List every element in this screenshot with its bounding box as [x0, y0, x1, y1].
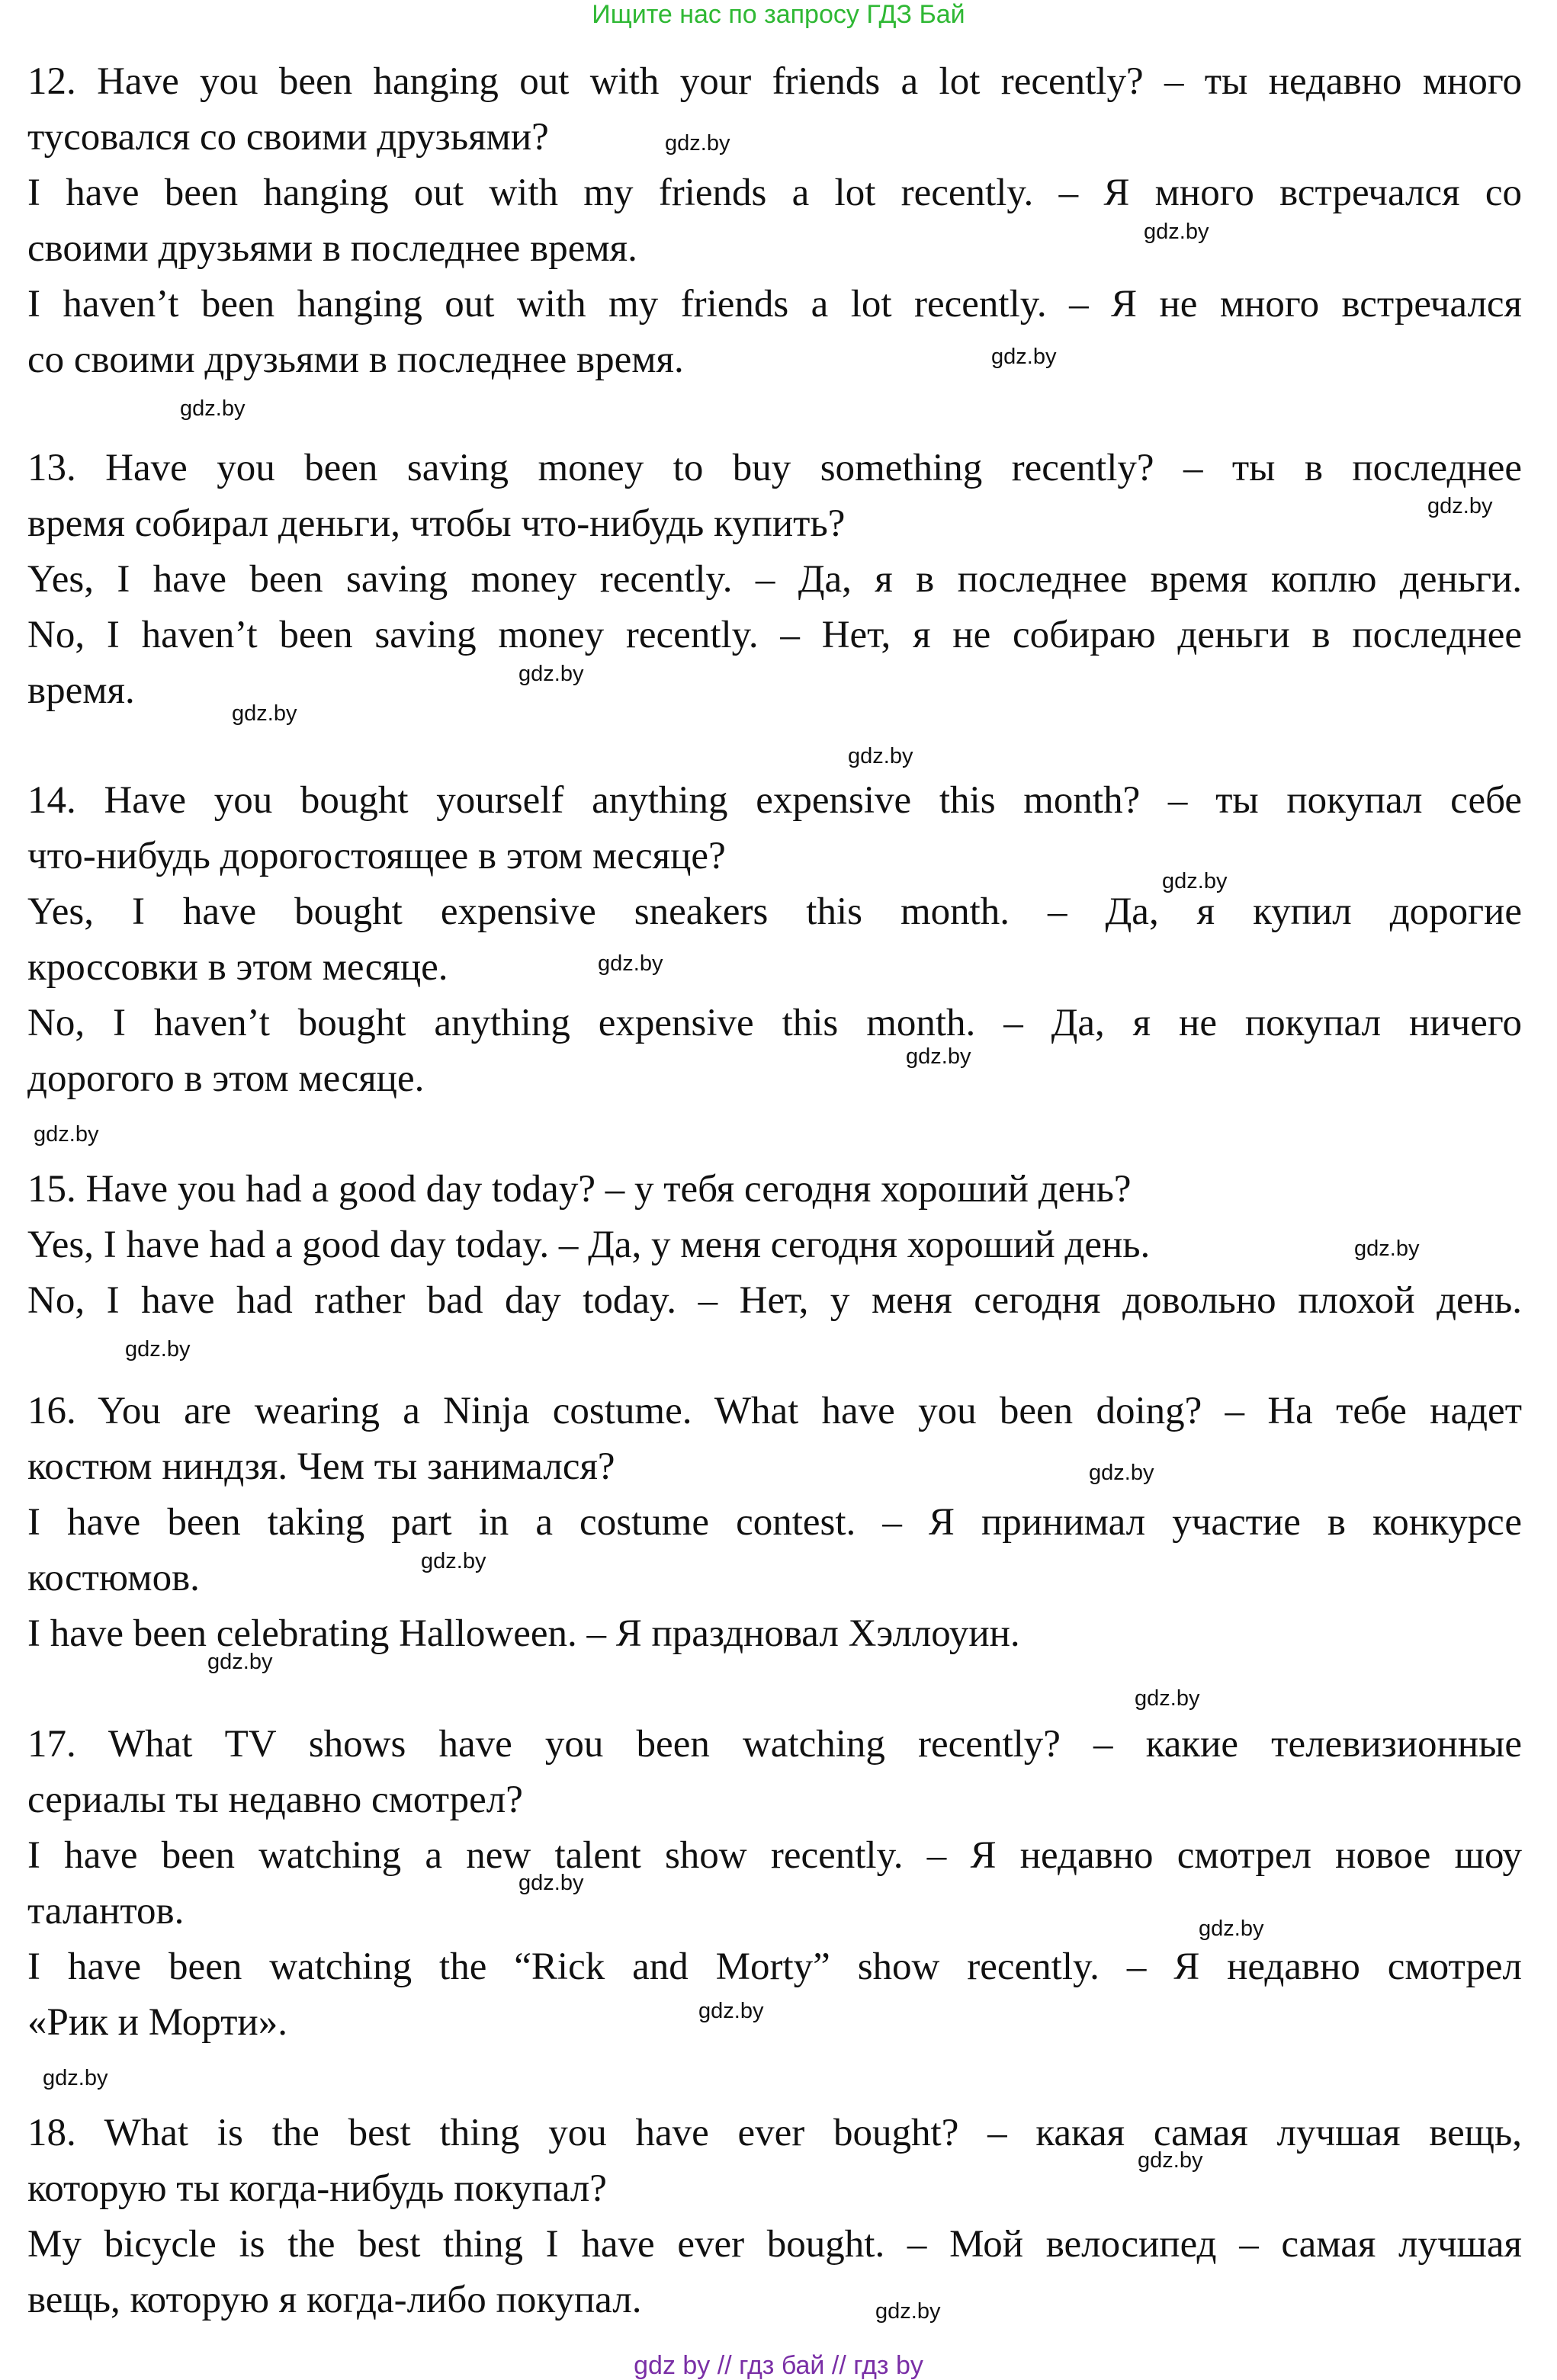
- text-line: 16. You are wearing a Ninja costume. What have you been doing? – На тебе надет: [27, 1390, 1522, 1432]
- text-line: Yes, I have been saving money recently. – Да, я в последнее время коплю деньги.: [27, 558, 1522, 601]
- text-line: No, I haven’t been saving money recently. – Нет, я не собираю деньги в последнее: [27, 614, 1522, 656]
- watermark: gdz.by: [1162, 869, 1228, 893]
- text-line: I have been celebrating Halloween. – Я праздновал Хэллоуин.: [27, 1612, 1020, 1655]
- watermark: gdz.by: [698, 1999, 764, 2023]
- watermark: gdz.by: [180, 396, 246, 421]
- page-footer: gdz by // гдз бай // гдз by: [634, 2351, 923, 2380]
- text-line: тусовался со своими друзьями?: [27, 116, 549, 159]
- watermark: gdz.by: [1135, 1686, 1200, 1711]
- watermark: gdz.by: [125, 1337, 191, 1362]
- watermark: gdz.by: [991, 345, 1057, 369]
- watermark: gdz.by: [43, 2066, 108, 2090]
- watermark: gdz.by: [518, 1871, 584, 1895]
- text-line: I haven’t been hanging out with my friends a lot recently. – Я не много встречался: [27, 283, 1522, 326]
- text-line: время.: [27, 669, 135, 712]
- watermark: gdz.by: [1354, 1237, 1420, 1261]
- watermark: gdz.by: [1427, 494, 1493, 518]
- text-line: что-нибудь дорогостоящее в этом месяце?: [27, 835, 726, 877]
- text-line: со своими друзьями в последнее время.: [27, 338, 684, 381]
- text-line: время собирал деньги, чтобы что-нибудь купить?: [27, 502, 846, 545]
- watermark: gdz.by: [1199, 1917, 1264, 1941]
- watermark: gdz.by: [1144, 220, 1209, 244]
- text-line: вещь, которую я когда-либо покупал.: [27, 2279, 642, 2321]
- text-line: которую ты когда-нибудь покупал?: [27, 2167, 607, 2210]
- text-line: кроссовки в этом месяце.: [27, 946, 448, 989]
- watermark: gdz.by: [207, 1650, 273, 1674]
- text-line: костюмов.: [27, 1557, 200, 1599]
- text-line: Yes, I have bought expensive sneakers this month. – Да, я купил дорогие: [27, 890, 1522, 933]
- text-line: 18. What is the best thing you have ever bought? – какая самая лучшая вещь,: [27, 2112, 1522, 2154]
- text-line: 14. Have you bought yourself anything expensive this month? – ты покупал себе: [27, 779, 1522, 822]
- text-line: 13. Have you been saving money to buy something recently? – ты в последнее: [27, 447, 1522, 489]
- watermark: gdz.by: [875, 2299, 941, 2324]
- text-line: I have been watching the “Rick and Morty” show recently. – Я недавно смотрел: [27, 1945, 1522, 1988]
- text-line: 12. Have you been hanging out with your friends a lot recently? – ты недавно много: [27, 60, 1522, 103]
- text-line: No, I haven’t bought anything expensive this month. – Да, я не покупал ничего: [27, 1002, 1522, 1044]
- text-line: My bicycle is the best thing I have ever bought. – Мой велосипед – самая лучшая: [27, 2223, 1522, 2266]
- text-line: своими друзьями в последнее время.: [27, 227, 637, 270]
- watermark: gdz.by: [1138, 2148, 1203, 2173]
- watermark: gdz.by: [665, 131, 730, 156]
- watermark: gdz.by: [906, 1044, 971, 1069]
- watermark: gdz.by: [518, 662, 584, 686]
- text-line: I have been hanging out with my friends a lot recently. – Я много встречался со: [27, 172, 1522, 214]
- watermark: gdz.by: [232, 701, 297, 726]
- watermark: gdz.by: [1089, 1461, 1154, 1485]
- watermark: gdz.by: [421, 1549, 486, 1573]
- watermark: gdz.by: [34, 1122, 99, 1147]
- watermark: gdz.by: [598, 951, 663, 976]
- text-line: костюм ниндзя. Чем ты занимался?: [27, 1445, 615, 1488]
- watermark: gdz.by: [848, 744, 913, 768]
- text-line: талантов.: [27, 1890, 185, 1933]
- text-line: «Рик и Морти».: [27, 2001, 287, 2044]
- text-line: сериалы ты недавно смотрел?: [27, 1779, 523, 1821]
- text-line: No, I have had rather bad day today. – Нет, у меня сегодня довольно плохой день.: [27, 1279, 1522, 1322]
- text-line: I have been taking part in a costume contest. – Я принимал участие в конкурсе: [27, 1501, 1522, 1544]
- text-line: 17. What TV shows have you been watching recently? – какие телевизионные: [27, 1723, 1522, 1766]
- page-header: Ищите нас по запросу ГДЗ Бай: [592, 0, 965, 29]
- text-line: Yes, I have had a good day today. – Да, у меня сегодня хороший день.: [27, 1224, 1151, 1266]
- text-line: 15. Have you had a good day today? – у тебя сегодня хороший день?: [27, 1168, 1132, 1211]
- text-line: дорогого в этом месяце.: [27, 1057, 425, 1100]
- text-line: I have been watching a new talent show recently. – Я недавно смотрел новое шоу: [27, 1834, 1522, 1877]
